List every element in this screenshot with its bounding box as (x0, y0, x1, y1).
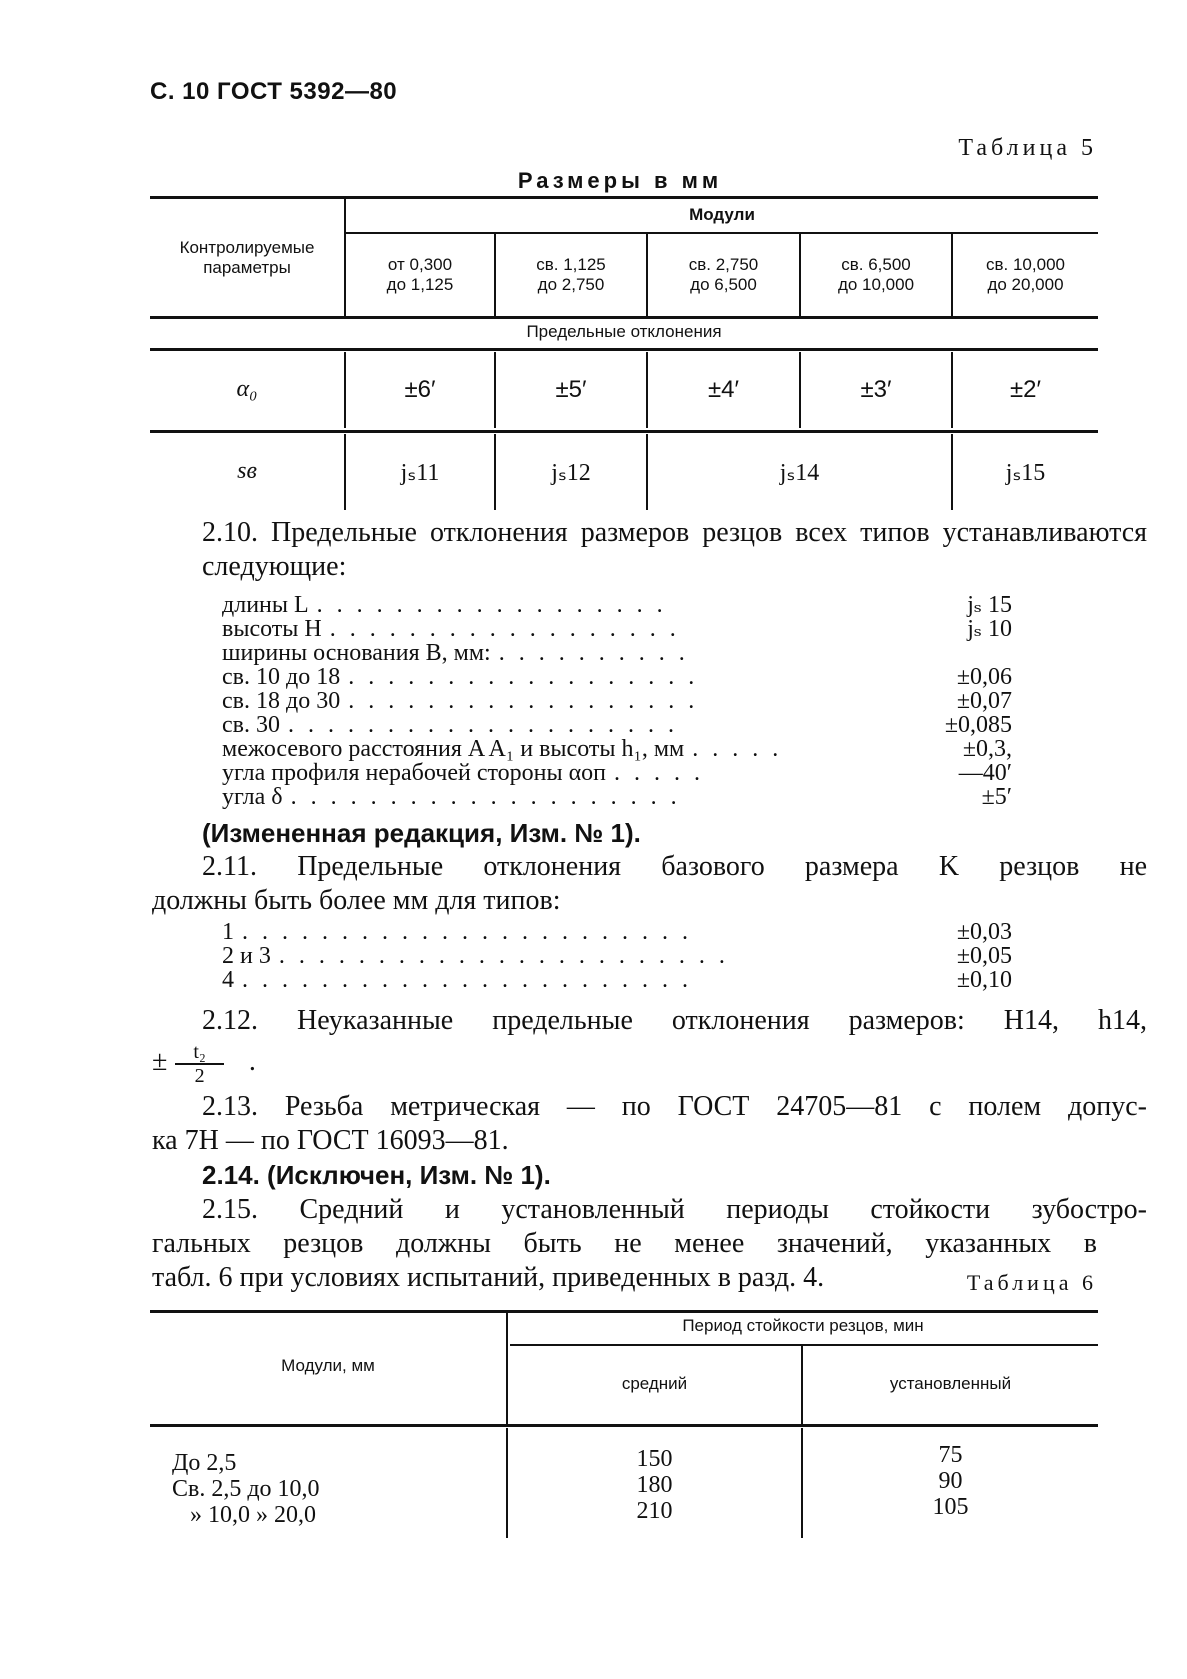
table5-param-header: Контролируемые параметры (179, 238, 315, 277)
table6-set-header: установленный (889, 1374, 1012, 1393)
section-2-13-line1: 2.13. Резьба метрическая — по ГОСТ 24705—81 с полем допус- (202, 1091, 1147, 1122)
section-2-15-line1: 2.15. Средний и установленный периоды стойкости зубостро- (202, 1194, 1147, 1225)
section-2-15-line2: гальных резцов должны быть не менее значений, указанных в (152, 1228, 1097, 1259)
section-2-10-text: 2.10. Предельные отклонения размеров резцов всех типов устанавливаются следующие: (202, 517, 1147, 582)
table5-module-range: св. 10,000 до 20,000 (986, 255, 1065, 294)
table5-param-s: sв (237, 458, 257, 484)
list-item: межосевого расстояния A A₁ и высоты h₁, мм ..... ±0,3, (222, 736, 1012, 762)
table5-value: jₛ14 (779, 460, 820, 486)
table5-module-range: св. 1,125 до 2,750 (536, 255, 606, 294)
table5-value: ±6′ (404, 376, 436, 403)
list-item: св. 10 до 18 .................. ±0,06 (222, 664, 1012, 690)
section-2-11-line2: должны быть более мм для типов: (152, 885, 561, 916)
list-item: св. 30 .................... ±0,085 (222, 712, 1012, 738)
table5-value: jₛ12 (551, 460, 591, 486)
table5-value: jₛ15 (1005, 460, 1046, 486)
table6-module-column (172, 1450, 320, 1528)
section-2-14-text: 2.14. (Исключен, Изм. № 1). (202, 1160, 551, 1190)
table5-value: ±2′ (1009, 376, 1042, 403)
section-2-13-line2: ка 7Н — по ГОСТ 16093—81. (152, 1125, 509, 1156)
table-row: » 10,0 » 20,0 (190, 1502, 316, 1528)
table5-value: ±5′ (555, 376, 587, 403)
table6-period-header: Период стойкости резцов, мин (682, 1316, 924, 1335)
table5-deviation-header: Предельные отклонения (526, 322, 722, 341)
page-header: С. 10 ГОСТ 5392—80 (150, 78, 398, 105)
list-item: св. 18 до 30 .................. ±0,07 (222, 688, 1012, 714)
list-item: высоты H .................. jₛ 10 (222, 616, 1012, 642)
list-item: 1 ....................... ±0,03 (222, 919, 1012, 945)
section-2-10-note: (Измененная редакция, Изм. № 1). (202, 818, 641, 848)
list-item: ширины основания B, мм: .......... (222, 640, 699, 666)
table-row: До 2,5 (172, 1450, 237, 1476)
section-2-11-line1: 2.11. Предельные отклонения базового размера K резцов не (202, 851, 1147, 882)
table6-caption: Таблица 6 (966, 1270, 1097, 1295)
table5-module-range: от 0,300 до 1,125 (386, 255, 454, 294)
list-item: 4 ....................... ±0,10 (222, 967, 1012, 993)
table5-module-range: св. 2,750 до 6,500 (688, 255, 759, 294)
table5-value: ±4′ (707, 376, 740, 403)
section-2-15-line3: табл. 6 при условиях испытаний, приведенных в разд. 4. (152, 1262, 825, 1293)
table5-param-alpha: α₀ (236, 376, 258, 402)
table5-caption: Таблица 5 (958, 135, 1097, 161)
table6-set-column: 75 90 105 (932, 1442, 969, 1520)
table6-avg-column: 150 180 210 (636, 1446, 673, 1524)
list-item: угла δ .................... ±5′ (222, 784, 1012, 810)
table6-modules-header: Модули, мм (281, 1356, 375, 1375)
table5-subtitle: Размеры в мм (517, 168, 723, 193)
section-2-12-formula: ± $\frac{\text{t₂}}{2}$ . (152, 1040, 256, 1087)
list-item: длины L .................. jₛ 15 (222, 592, 1012, 618)
table5-module-range: св. 6,500 до 10,000 (837, 255, 915, 294)
table-row: Св. 2,5 до 10,0 (172, 1476, 320, 1502)
table6-avg-header: средний (621, 1374, 688, 1393)
list-item: 2 и 3 ....................... ±0,05 (222, 943, 1012, 969)
table5-value: ±3′ (860, 376, 892, 403)
section-2-12-text: 2.12. Неуказанные предельные отклонения размеров: H14, h14, (202, 1005, 1147, 1036)
table5-value: jₛ11 (400, 460, 440, 486)
table5-modules-header: Модули (689, 205, 755, 224)
list-item: угла профиля нерабочей стороны αоп ..... —40′ (222, 760, 1012, 786)
